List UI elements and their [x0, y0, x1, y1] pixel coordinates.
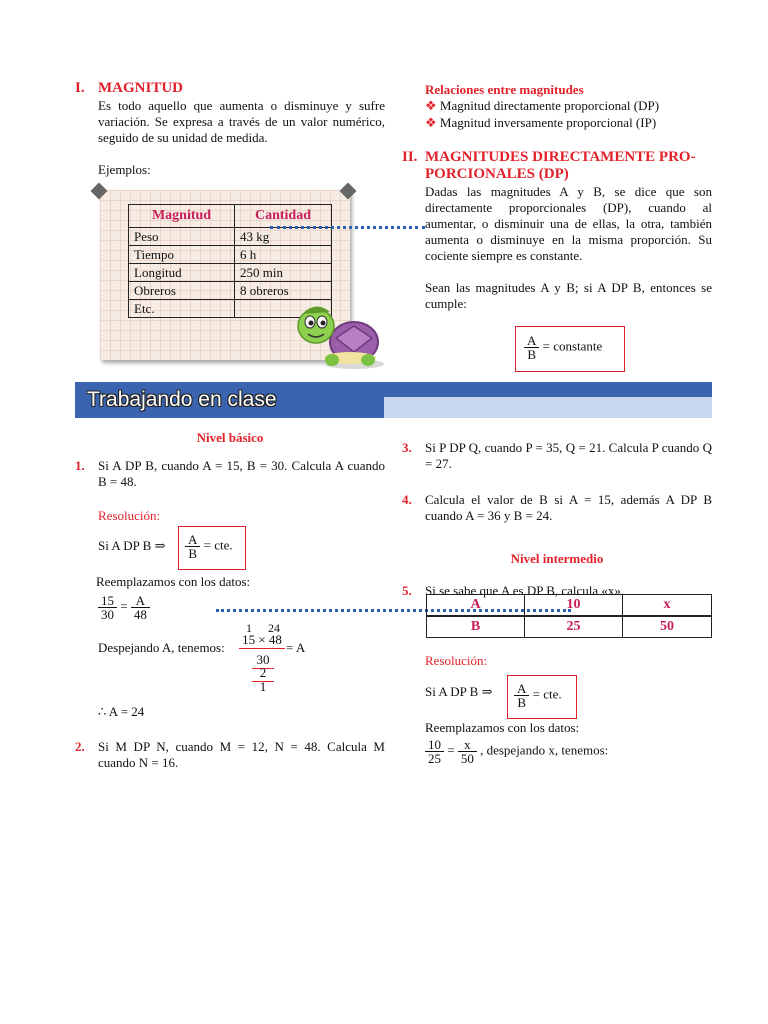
diamond-bullet-icon: ❖: [425, 98, 437, 113]
calc-denominator: 1: [259, 679, 267, 694]
section-1-title: MAGNITUD: [98, 80, 183, 96]
table-cell: 50: [623, 616, 712, 638]
problem-number: 5.: [402, 583, 412, 598]
table-cell: Etc.: [129, 300, 235, 318]
relaciones-item: [425, 115, 656, 131]
table-cell: A: [427, 595, 525, 617]
table-cell: 250 min: [235, 264, 332, 282]
section-2-title: [425, 149, 696, 183]
step-text: Reemplazamos con los datos:: [425, 720, 580, 735]
section-2-numeral: II.: [402, 149, 418, 165]
formula: $\frac{A}{B}$ = cte.: [185, 533, 233, 560]
equation: $\frac{15}{30}$ = $\frac{A}{48}$: [98, 594, 150, 621]
formula-rest: = cte.: [203, 537, 233, 553]
formula-box: [178, 526, 246, 570]
table-row: [129, 246, 332, 264]
problem-text: Si P DP Q, cuando P = 35, Q = 21. Calcula P cuando Q = 27.: [425, 440, 712, 471]
table-row: [427, 616, 712, 638]
relaciones-title: Relaciones entre magnitudes: [425, 82, 584, 97]
table-cell: B: [427, 616, 525, 638]
formula: $\frac{A}{B}$ = constante: [524, 334, 602, 361]
problem-number: 3.: [402, 440, 412, 455]
banner-accent: [384, 397, 712, 418]
table-cell: 25: [525, 616, 623, 638]
formula-rest: = cte.: [532, 686, 562, 702]
section-2-title-line: MAGNITUDES DIRECTAMENTE PRO-: [425, 149, 696, 165]
problem-number: 2.: [75, 739, 85, 754]
formula-box: [507, 675, 577, 719]
relaciones-item-label: Magnitud directamente proporcional (DP): [439, 98, 660, 113]
table-cell: 6 h: [235, 246, 332, 264]
equation: $\frac{10}{25}$ = $\frac{x}{50}$ , despejando x, tenemos:: [425, 738, 608, 765]
formula-box: [515, 326, 625, 372]
formula: $\frac{A}{B}$ = cte.: [514, 682, 562, 709]
section-1-numeral: I.: [75, 80, 85, 96]
problem-number: 1.: [75, 458, 85, 473]
table-cell: Longitud: [129, 264, 235, 282]
cancel-value: 1: [246, 621, 252, 635]
table-cell: 43 kg: [235, 228, 332, 246]
section-1-text: Es todo aquello que aumenta o disminuye y sufre variación. Se expresa a través de un valor numérico, seguido de su unidad de medida.: [98, 98, 385, 145]
table-cell: 10: [525, 595, 623, 617]
relaciones-item-label: Magnitud inversamente proporcional (IP): [439, 115, 657, 130]
table-row: [129, 228, 332, 246]
section-2-text: Dadas las magnitudes A y B, se dice que son directamente proporcionales (DP), cuando al aumentar, o disminuir una de ellas, la otra, también aumenta o disminuye en la misma proporción. Su cociente siempre es constante.: [425, 184, 712, 263]
section-2-title-line: PORCIONALES (DP): [425, 166, 569, 182]
section-2-text-2: Sean las magnitudes A y B; si A DP B, entonces se cumple:: [425, 280, 712, 311]
relaciones-item: [425, 98, 659, 114]
turtle-illustration: [292, 296, 388, 370]
table-header: Cantidad: [235, 205, 332, 228]
resolucion-label: Resolución:: [98, 508, 161, 523]
table-cell: Peso: [129, 228, 235, 246]
banner-title: Trabajando en clase: [87, 388, 277, 411]
problem-text: Si A DP B, cuando A = 15, B = 30. Calcula A cuando B = 48.: [98, 458, 385, 489]
resolucion-label: Resolución:: [425, 653, 488, 668]
table-cell: Obreros: [129, 282, 235, 300]
table-row: [129, 264, 332, 282]
step-text: Despejando A, tenemos:: [98, 640, 225, 655]
formula-rest: = constante: [542, 338, 603, 354]
cancel-value: 24: [268, 621, 280, 635]
calc-equals: = A: [286, 640, 306, 655]
calc-denominator: 2: [252, 665, 274, 682]
nivel-intermedio: Nivel intermedio: [510, 551, 604, 566]
step-text: Reemplazamos con los datos:: [96, 574, 251, 589]
table-header: Magnitud: [129, 205, 235, 228]
problem-text: Si se sabe que A es DP B, calcula «x».: [425, 583, 625, 598]
answer: ∴ A = 24: [98, 704, 145, 719]
dotted-connector: [270, 226, 425, 229]
examples-label: Ejemplos:: [98, 162, 151, 177]
table-cell: Tiempo: [129, 246, 235, 264]
problem-number: 4.: [402, 492, 412, 507]
calc-numerator: 15 × 48: [239, 632, 285, 649]
values-table: [426, 594, 712, 638]
table-cell: x: [623, 595, 712, 617]
table-cell: 8 obreros: [235, 282, 332, 300]
step-prefix: Si A DP B ⇒: [98, 538, 166, 553]
table-row: [427, 595, 712, 617]
diamond-bullet-icon: ❖: [425, 115, 437, 130]
step-prefix: Si A DP B ⇒: [425, 684, 493, 699]
problem-text: Si M DP N, cuando M = 12, N = 48. Calcula M cuando N = 16.: [98, 739, 385, 770]
problem-text: Calcula el valor de B si A = 15, además A DP B cuando A = 36 y B = 24.: [425, 492, 712, 523]
calc-denominator: 30: [252, 652, 274, 669]
nivel-basico: Nivel básico: [196, 430, 264, 445]
